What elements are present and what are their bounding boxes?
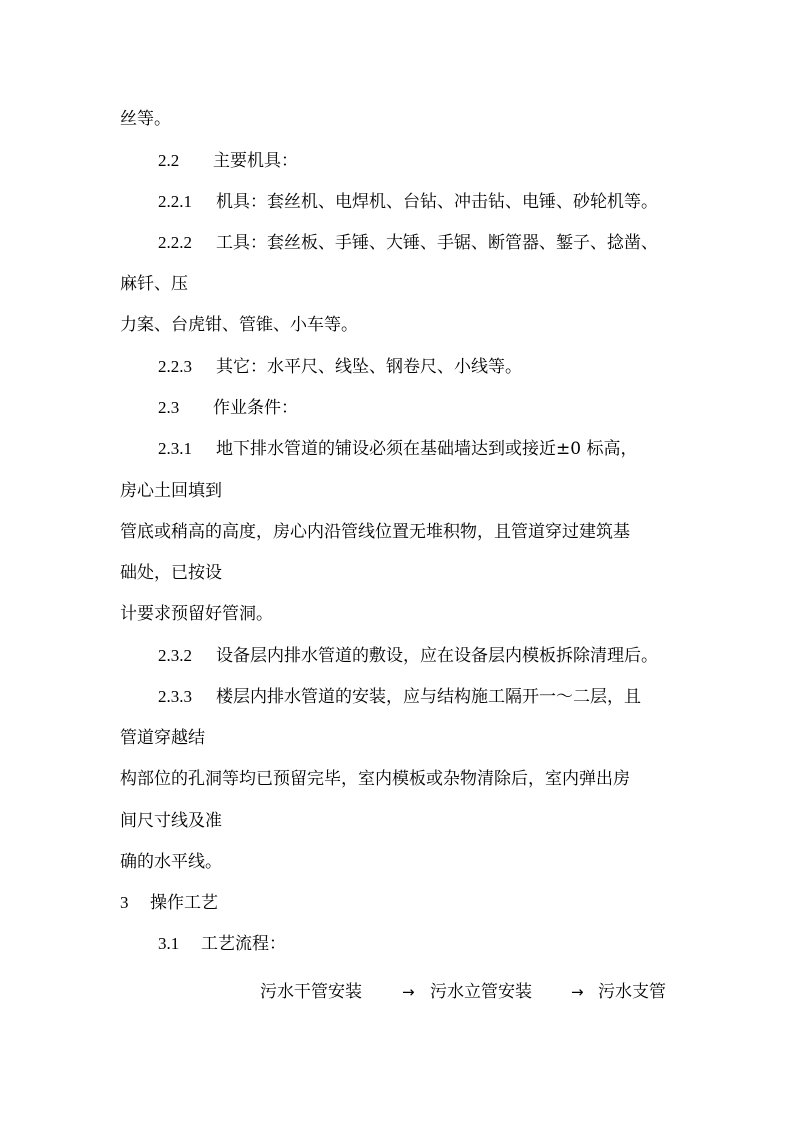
- text-line: 管道穿越结: [120, 728, 205, 748]
- flow-step-2: 污水立管安装: [430, 982, 532, 1002]
- flow-step-1: 污水干管安装: [260, 982, 362, 1002]
- section-heading-3-1: 3.1 工艺流程：: [158, 934, 286, 954]
- flow-step-3: 污水支管: [598, 982, 666, 1002]
- text-line: 确的水平线。: [120, 852, 222, 872]
- section-number: 2.3: [158, 398, 180, 417]
- section-number: 2.3.1: [158, 439, 192, 458]
- text-line: 管底或稍高的高度，房心内沿管线位置无堆积物，且管道穿过建筑基: [120, 522, 630, 542]
- section-heading-2-2: 2.2 主要机具：: [158, 151, 298, 171]
- text-line: 房心土回填到: [120, 481, 222, 501]
- section-heading-2-3: 2.3 作业条件：: [158, 398, 298, 418]
- section-number: 2.2.3: [158, 357, 192, 376]
- text-line: 础处，已按设: [120, 563, 222, 583]
- item-2-2-2: 2.2.2 工具：套丝板、手锤、大锤、手锯、断管器、錾子、捻凿、: [158, 233, 658, 253]
- text-line: 间尺寸线及准: [120, 811, 222, 831]
- section-number: 2.3.3: [158, 687, 192, 706]
- item-2-3-3: 2.3.3 楼层内排水管道的安装，应与结构施工隔开一～二层，且: [158, 687, 641, 707]
- section-heading-3: 3 操作工艺: [120, 893, 218, 913]
- text-line: 构部位的孔洞等均已预留完毕，室内模板或杂物清除后，室内弹出房: [120, 769, 630, 789]
- section-number: 2.3.2: [158, 646, 192, 665]
- section-number: 3.1: [158, 934, 180, 953]
- section-number: 3: [120, 893, 129, 912]
- text-line: 力案、台虎钳、管锥、小车等。: [120, 315, 358, 335]
- item-2-2-3: 2.2.3 其它：水平尺、线坠、钢卷尺、小线等。: [158, 357, 522, 377]
- section-number: 2.2.1: [158, 192, 192, 211]
- text-line: 麻钎、压: [120, 274, 188, 294]
- arrow-right-icon: →: [571, 983, 584, 1001]
- item-2-3-2: 2.3.2 设备层内排水管道的敷设，应在设备层内模板拆除清理后。: [158, 646, 658, 666]
- section-number: 2.2: [158, 151, 180, 170]
- text-line: 计要求预留好管洞。: [120, 604, 273, 624]
- item-2-2-1: 2.2.1 机具：套丝机、电焊机、台钻、冲击钻、电锤、砂轮机等。: [158, 192, 658, 212]
- item-2-3-1: 2.3.1 地下排水管道的铺设必须在基础墙达到或接近±0 标高，: [158, 439, 638, 459]
- text-line: 丝等。: [120, 109, 171, 129]
- arrow-right-icon: →: [402, 983, 415, 1001]
- section-number: 2.2.2: [158, 233, 192, 252]
